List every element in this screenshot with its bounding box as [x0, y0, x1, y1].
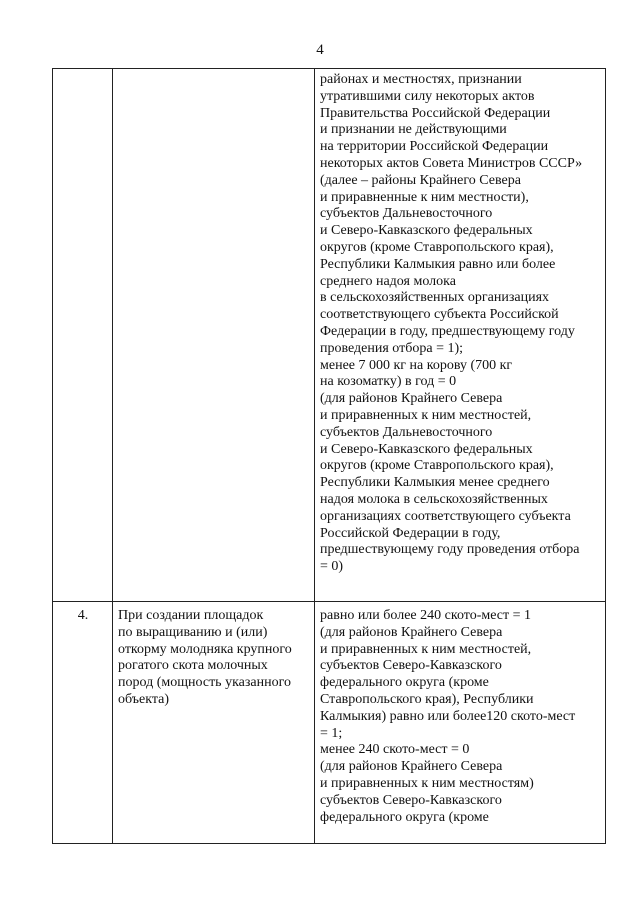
text-line: в сельскохозяйственных организациях	[320, 290, 550, 306]
page-number: 4	[316, 42, 324, 58]
text-line: организациях соответствующего субъекта	[320, 508, 571, 524]
text-line: по выращиванию и (или)	[118, 624, 268, 640]
text-line: на козоматку) в год = 0	[320, 374, 457, 390]
text-line: округов (кроме Ставропольского края),	[320, 458, 554, 474]
text-line: субъектов Дальневосточного	[320, 424, 493, 440]
text-line: среднего надоя молока	[320, 273, 456, 289]
table-row	[53, 602, 606, 844]
text-line: (для районов Крайнего Севера	[320, 759, 503, 775]
value-cell	[315, 602, 606, 844]
text-line: и приравненные к ним местности),	[320, 189, 529, 205]
text-line: надоя молока в сельскохозяйственных	[320, 491, 548, 507]
text-line: Российской Федерации в году,	[320, 525, 501, 541]
text-line: (для районов Крайнего Севера	[320, 624, 503, 640]
text-line: Республики Калмыкия равно или более	[320, 256, 556, 272]
text-line: и признании не действующими	[320, 122, 507, 138]
text-line: федерального округа (кроме	[320, 675, 489, 691]
text-line: Ставропольского края), Республики	[320, 691, 534, 707]
text-line: менее 7 000 кг на корову (700 кг	[320, 357, 513, 373]
text-line: Калмыкия) равно или более120 ското-мест	[320, 708, 576, 724]
text-line: объекта)	[118, 691, 170, 707]
text-line: рогатого скота молочных	[118, 658, 268, 674]
text-line: районах и местностях, признании	[320, 72, 522, 87]
text-line: Правительства Российской Федерации	[320, 105, 551, 121]
text-line: Федерации в году, предшествующему году	[320, 323, 575, 339]
text-line: При создании площадок	[118, 608, 264, 623]
text-line: субъектов Северо-Кавказского	[320, 792, 502, 808]
text-line: равно или более 240 ското-мест = 1	[320, 608, 532, 623]
text-line: (далее – районы Крайнего Севера	[320, 172, 521, 188]
text-line: и Северо-Кавказского федеральных	[320, 223, 533, 239]
text-line: и Северо-Кавказского федеральных	[320, 441, 533, 457]
text-line: (для районов Крайнего Севера	[320, 391, 503, 407]
text-line: пород (мощность указанного	[118, 675, 291, 691]
value-cell	[315, 69, 606, 602]
text-line: и приравненных к ним местностей,	[320, 641, 532, 657]
text-line: федерального округа (кроме	[320, 809, 489, 825]
text-line: субъектов Северо-Кавказского	[320, 658, 502, 674]
criteria-table	[52, 68, 606, 844]
text-line: = 1;	[320, 725, 343, 741]
text-line: субъектов Дальневосточного	[320, 206, 493, 222]
text-line: откорму молодняка крупного	[118, 641, 292, 657]
row-number-cell	[53, 69, 113, 602]
text-line: и приравненных к ним местностям)	[320, 775, 534, 791]
text-line: округов (кроме Ставропольского края),	[320, 239, 554, 255]
text-line: некоторых актов Совета Министров СССР»	[320, 155, 583, 171]
text-line: предшествующему году проведения отбора	[320, 542, 580, 558]
text-line: Республики Калмыкия менее среднего	[320, 475, 550, 491]
table-row	[53, 69, 606, 602]
text-line: утратившими силу некоторых актов	[320, 88, 535, 104]
condition-cell	[113, 602, 315, 844]
text-line: менее 240 ското-мест = 0	[320, 742, 470, 758]
text-line: и приравненных к ним местностей,	[320, 407, 532, 423]
row-number-cell: 4.	[53, 602, 113, 844]
text-line: на территории Российской Федерации	[320, 139, 549, 155]
condition-cell	[113, 69, 315, 602]
text-line: проведения отбора = 1);	[320, 340, 464, 356]
text-line: = 0)	[320, 559, 344, 575]
text-line: соответствующего субъекта Российской	[320, 307, 559, 323]
